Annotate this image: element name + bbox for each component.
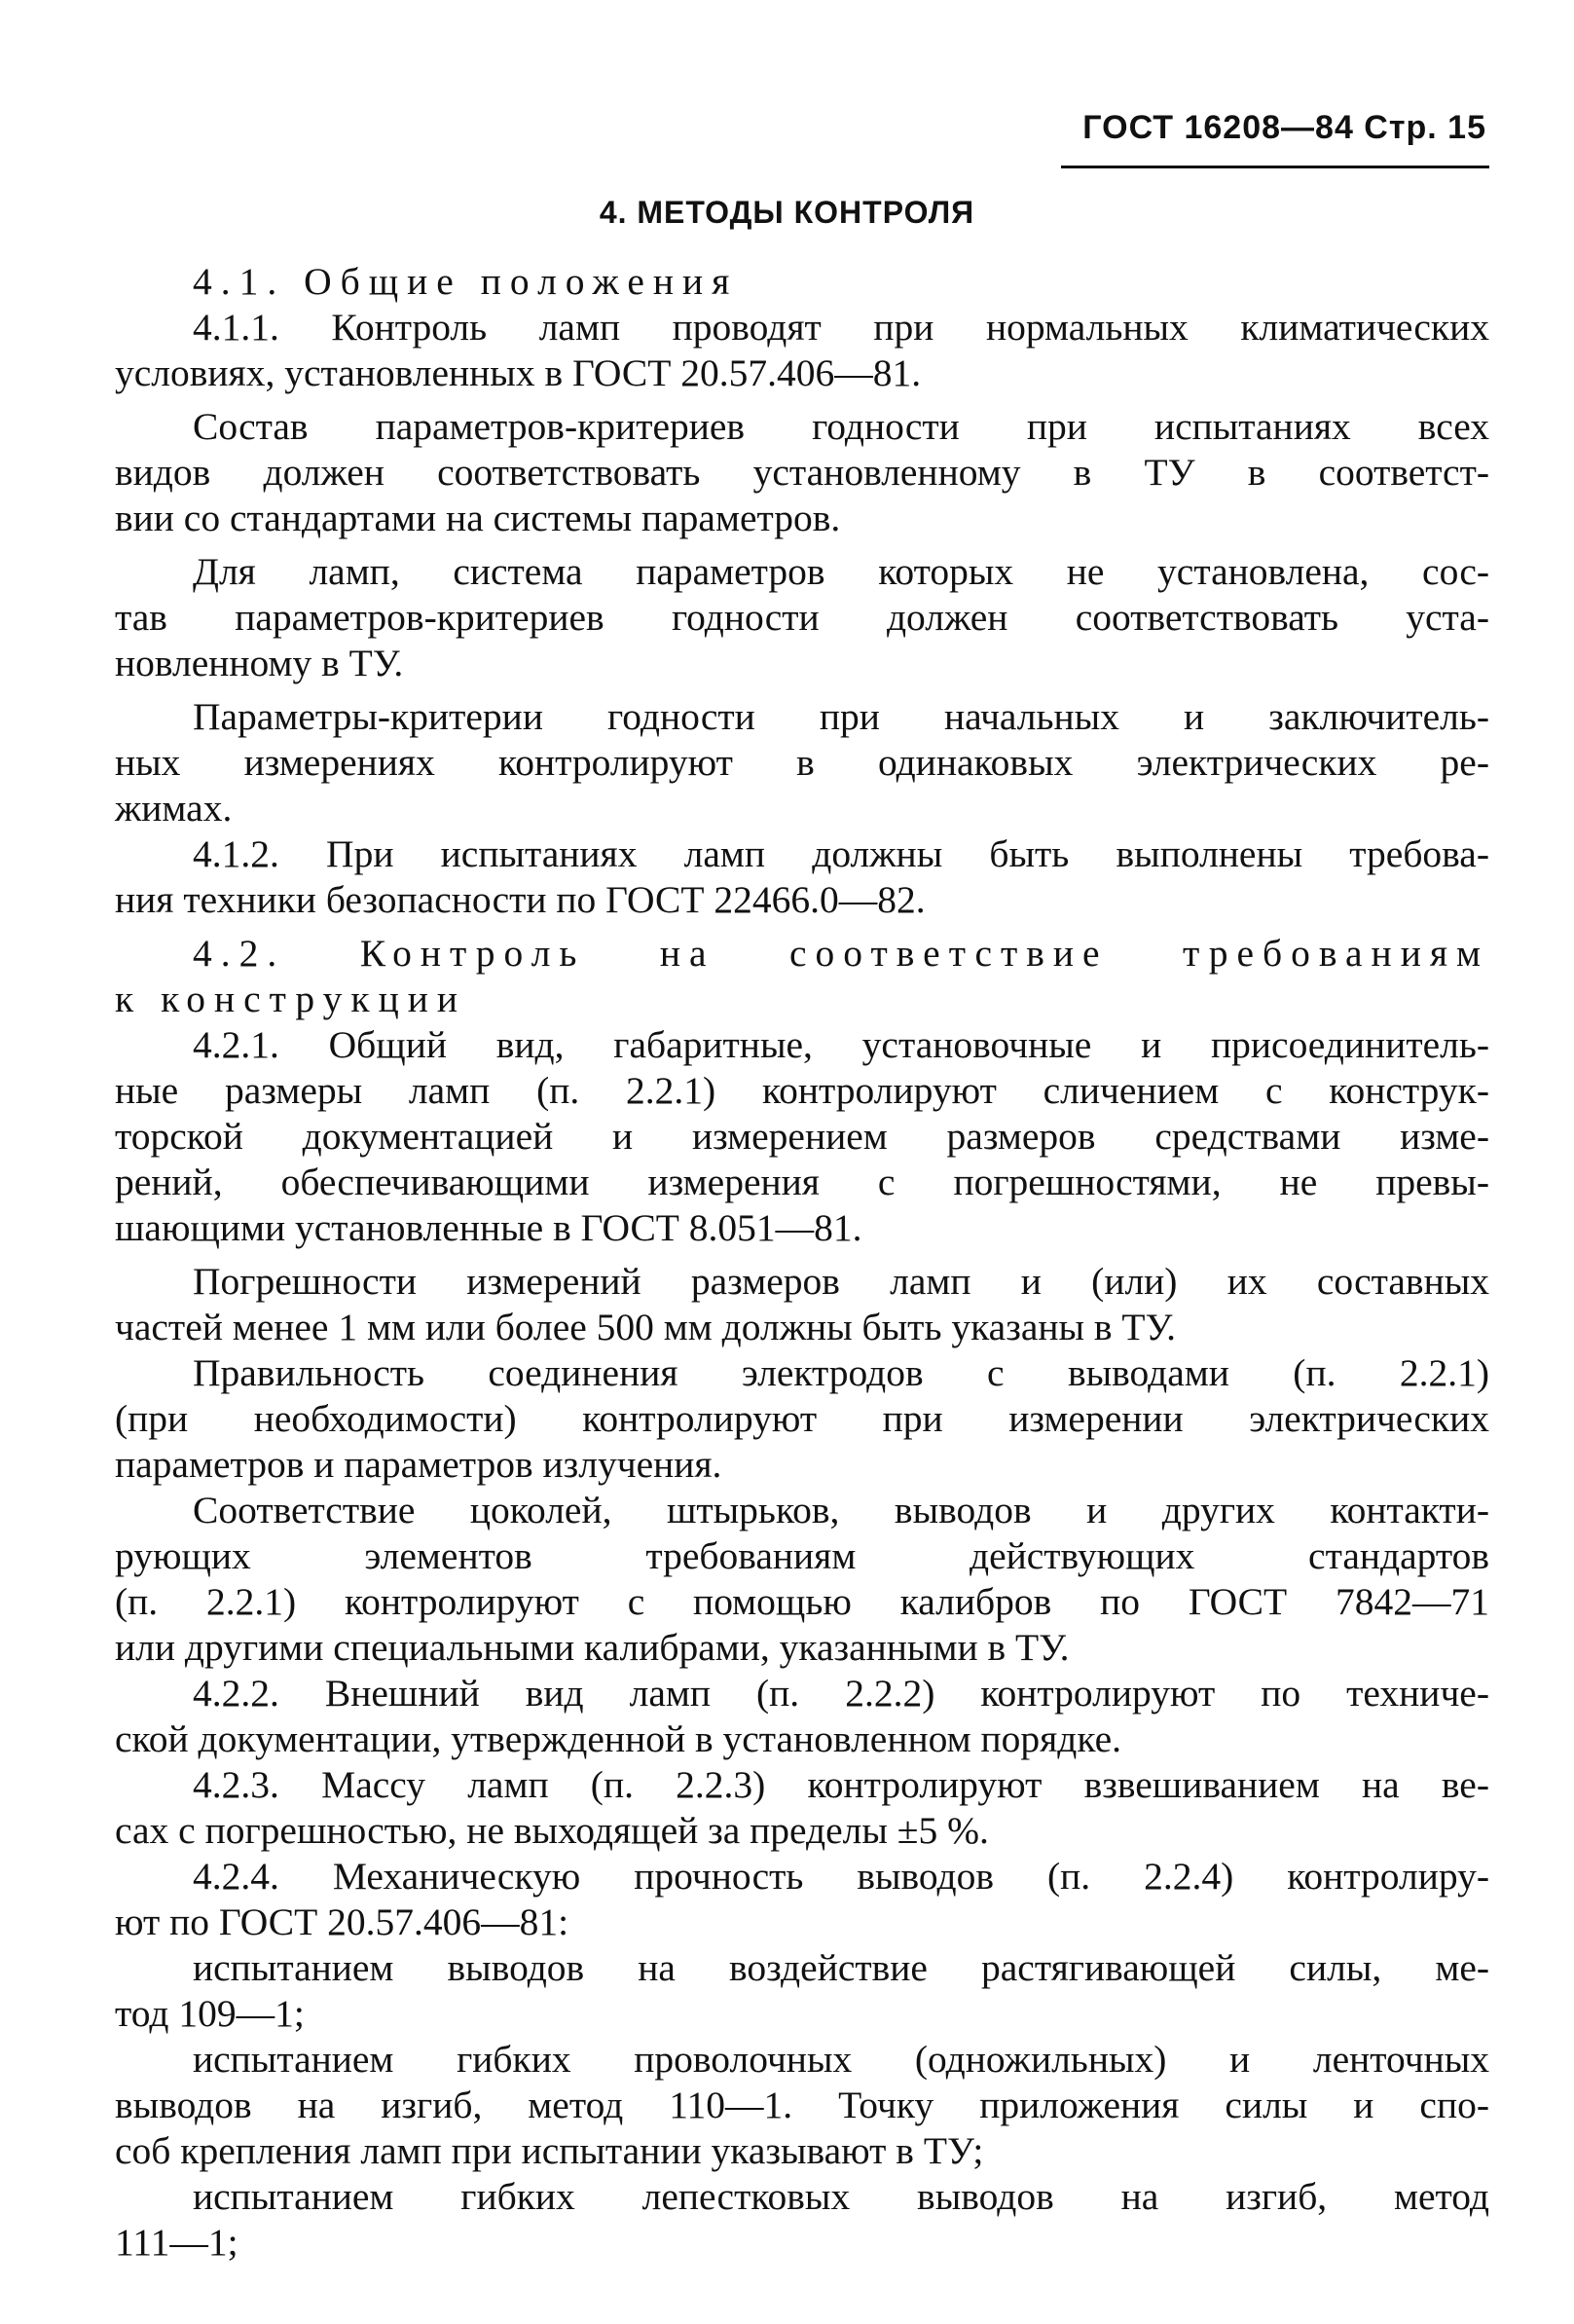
text-line: шающими установленные в ГОСТ 8.051—81. bbox=[115, 1206, 862, 1249]
text-line: испытанием гибких проволочных (одножильных) и ленточных bbox=[193, 2038, 1489, 2081]
text-line: Для ламп, система параметров которых не установлена, сос- bbox=[193, 550, 1489, 593]
text-line: рений, обеспечивающими измерения с погрешностями, не превы- bbox=[115, 1161, 1489, 1203]
text-line: тав параметров-критериев годности должен соответствовать уста- bbox=[115, 596, 1489, 639]
section-heading: 4. МЕТОДЫ КОНТРОЛЯ bbox=[599, 195, 975, 230]
subsection-heading: к конструкции bbox=[115, 978, 467, 1020]
text-line: вии со стандартами на системы параметров. bbox=[115, 497, 841, 539]
text-line: ных измерениях контролируют в одинаковых электрических ре- bbox=[115, 741, 1489, 784]
text-line: 4.2.4. Механическую прочность выводов (п. 2.2.4) контролиру- bbox=[193, 1855, 1489, 1898]
text-line: сах с погрешностью, не выходящей за пределы ±5 %. bbox=[115, 1809, 989, 1852]
text-line: 4.1.2. При испытаниях ламп должны быть выполнены требова- bbox=[193, 832, 1489, 875]
text-line: (п. 2.2.1) контролируют с помощью калибров по ГОСТ 7842—71 bbox=[115, 1580, 1489, 1623]
subsection-heading: 4.1. Общие положения bbox=[193, 260, 739, 303]
text-line: соб крепления ламп при испытании указывают в ТУ; bbox=[115, 2129, 984, 2172]
text-line: частей менее 1 мм или более 500 мм должны быть указаны в ТУ. bbox=[115, 1306, 1176, 1348]
text-line: 4.1.1. Контроль ламп проводят при нормальных климатических bbox=[193, 306, 1489, 349]
body-text bbox=[115, 259, 1489, 2266]
subsection-heading: 4.2. Контроль на соответствие требованиям bbox=[193, 932, 1489, 975]
text-line: испытанием гибких лепестковых выводов на изгиб, метод bbox=[193, 2175, 1489, 2218]
text-line: условиях, установленных в ГОСТ 20.57.406—81. bbox=[115, 351, 922, 394]
text-line: ют по ГОСТ 20.57.406—81: bbox=[115, 1900, 569, 1943]
text-line: видов должен соответствовать установленному в ТУ в соответст- bbox=[115, 451, 1489, 494]
header-rule bbox=[1061, 166, 1489, 168]
text-line: 4.2.2. Внешний вид ламп (п. 2.2.2) контролируют по техниче- bbox=[193, 1672, 1489, 1715]
text-line: тод 109—1; bbox=[115, 1992, 305, 2035]
text-line: (при необходимости) контролируют при измерении электрических bbox=[115, 1397, 1489, 1440]
text-line: жимах. bbox=[115, 787, 233, 830]
running-header: ГОСТ 16208—84 Стр. 15 bbox=[1082, 109, 1486, 146]
text-line: ния техники безопасности по ГОСТ 22466.0—82. bbox=[115, 878, 926, 921]
text-line: Соответствие цоколей, штырьков, выводов и других контакти- bbox=[193, 1489, 1489, 1531]
text-line: выводов на изгиб, метод 110—1. Точку приложения силы и спо- bbox=[115, 2084, 1489, 2126]
text-line: ской документации, утвержденной в установленном порядке. bbox=[115, 1717, 1121, 1760]
text-line: новленному в ТУ. bbox=[115, 642, 404, 684]
text-line: испытанием выводов на воздействие растягивающей силы, ме- bbox=[193, 1946, 1489, 1989]
text-line: 111—1; bbox=[115, 2221, 238, 2264]
text-line: торской документацией и измерением размеров средствами изме- bbox=[115, 1115, 1489, 1158]
text-line: или другими специальными калибрами, указанными в ТУ. bbox=[115, 1626, 1070, 1669]
text-line: Параметры-критерии годности при начальных и заключитель- bbox=[193, 695, 1489, 738]
text-line: рующих элементов требованиям действующих стандартов bbox=[115, 1534, 1489, 1577]
text-line: 4.2.1. Общий вид, габаритные, установочные и присоединитель- bbox=[193, 1023, 1489, 1066]
text-line: Состав параметров-критериев годности при испытаниях всех bbox=[193, 405, 1489, 448]
text-line: ные размеры ламп (п. 2.2.1) контролируют сличением с конструк- bbox=[115, 1069, 1489, 1112]
text-line: 4.2.3. Массу ламп (п. 2.2.3) контролируют взвешиванием на ве- bbox=[193, 1763, 1489, 1806]
text-line: Погрешности измерений размеров ламп и (или) их составных bbox=[193, 1260, 1489, 1303]
text-line: Правильность соединения электродов с выводами (п. 2.2.1) bbox=[193, 1351, 1489, 1394]
text-line: параметров и параметров излучения. bbox=[115, 1443, 722, 1486]
